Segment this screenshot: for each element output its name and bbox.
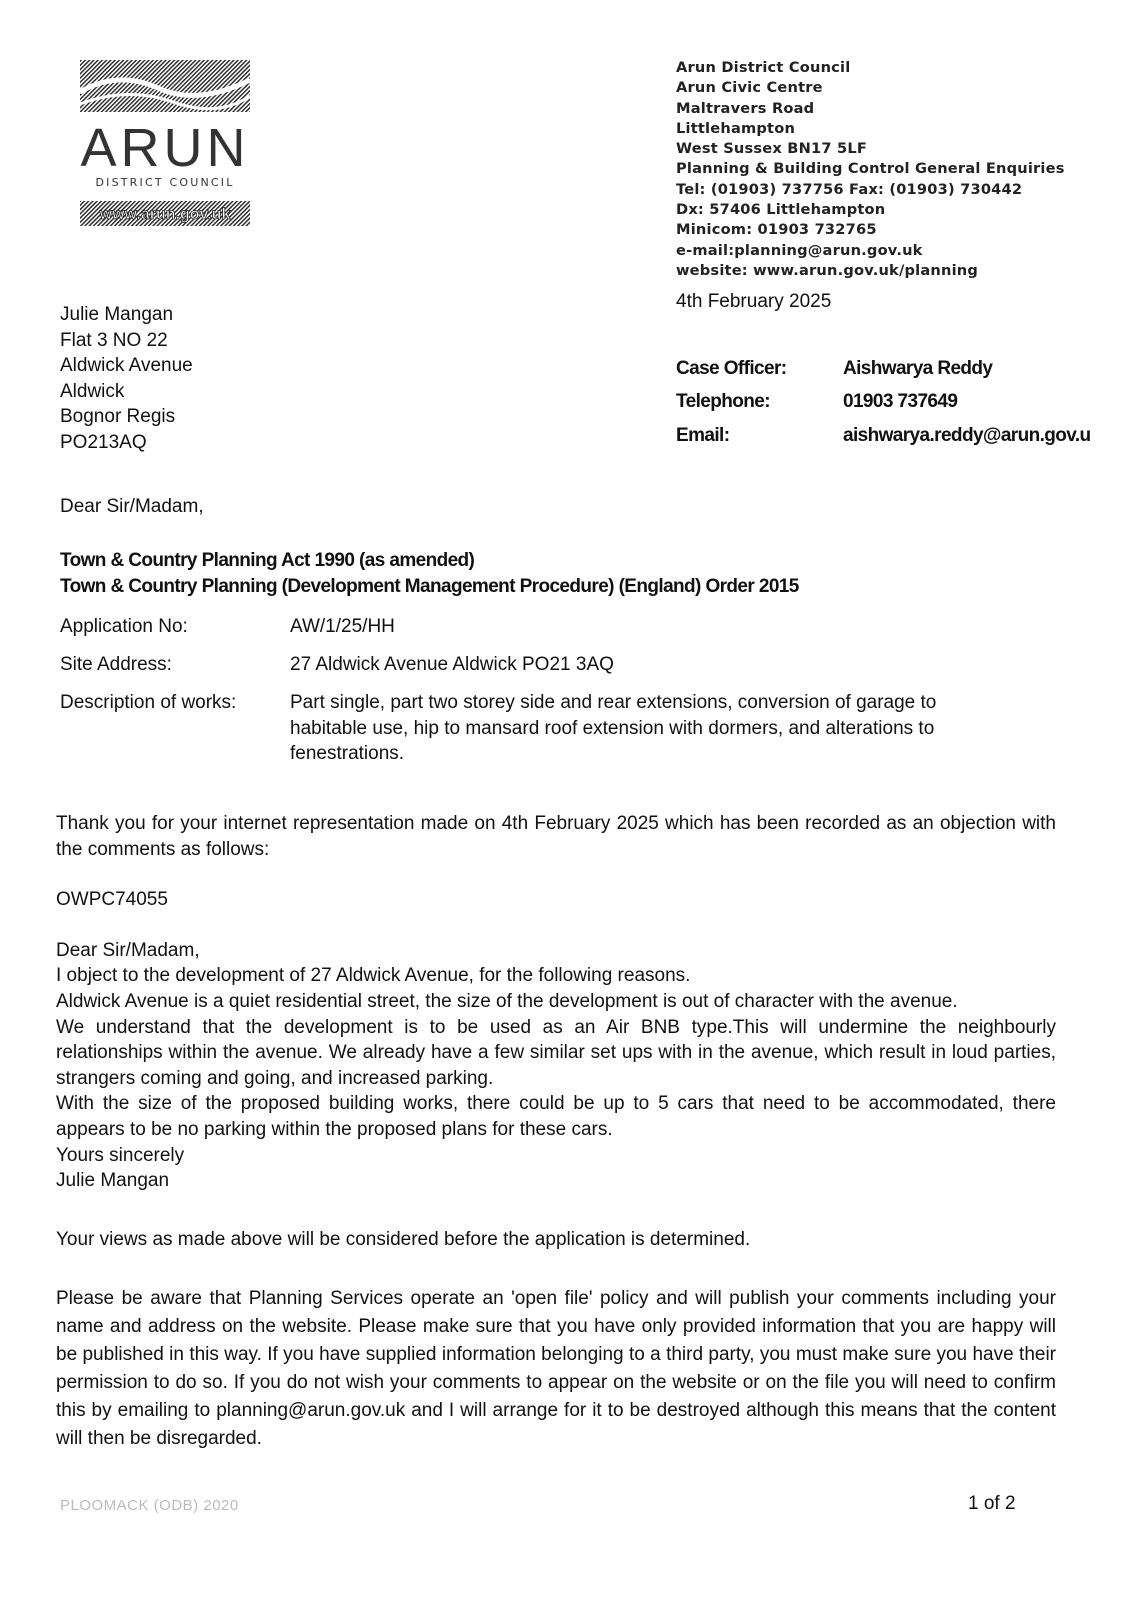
salutation: Dear Sir/Madam, xyxy=(60,496,204,517)
legislation-heading xyxy=(60,548,799,600)
page-number: 1 of 2 xyxy=(968,1493,1016,1514)
council-line: Arun Civic Centre xyxy=(676,79,823,97)
comment-line: With the size of the proposed building works, there could be up to 5 cars that need to be accommodated, there appears to be no parking within the proposed plans for these cars. xyxy=(56,1093,1056,1140)
wave-emblem-icon xyxy=(80,60,250,112)
council-line: Maltravers Road xyxy=(676,99,815,117)
order-title: Town & Country Planning (Development Management Procedure) (England) Order 2015 xyxy=(60,576,799,597)
council-email: e-mail:planning@arun.gov.uk xyxy=(676,241,923,259)
telephone-row xyxy=(676,386,1091,420)
arun-council-logo xyxy=(78,58,253,233)
case-officer-row xyxy=(676,352,1091,386)
address-line: Aldwick Avenue xyxy=(60,355,193,376)
case-officer-label: Case Officer: xyxy=(676,357,787,379)
council-contact-block xyxy=(676,58,1065,281)
email-row xyxy=(676,419,1091,453)
logo-url: www.arun.gov.uk xyxy=(99,206,231,223)
case-officer-details xyxy=(676,352,1091,453)
address-line: PO213AQ xyxy=(60,431,147,453)
site-address-value: 27 Aldwick Avenue Aldwick PO21 3AQ xyxy=(290,654,614,675)
logo-subtitle: DISTRICT COUNCIL xyxy=(95,176,235,189)
address-line: Julie Mangan xyxy=(60,304,174,325)
site-address-row xyxy=(60,652,1010,678)
council-line: Minicom: 01903 732765 xyxy=(676,221,877,239)
logo-name: ARUN xyxy=(80,118,250,178)
email-value: aishwarya.reddy@arun.gov.u xyxy=(843,424,1091,446)
address-line: Flat 3 NO 22 xyxy=(60,329,168,351)
footer-code: PLOOMACK (ODB) 2020 xyxy=(60,1497,239,1514)
application-no-label: Application No: xyxy=(60,616,188,637)
comment-line: I object to the development of 27 Aldwick Avenue, for the following reasons. xyxy=(56,965,691,987)
council-line: Planning & Building Control General Enquiries xyxy=(676,160,1065,178)
council-line: West Sussex BN17 5LF xyxy=(676,140,868,158)
letter-body xyxy=(56,811,1056,1453)
reference-number: OWPC74055 xyxy=(56,889,168,911)
application-no-row xyxy=(60,614,1010,640)
council-line: Arun District Council xyxy=(676,59,851,76)
address-line: Bognor Regis xyxy=(60,406,176,427)
description-row xyxy=(60,690,1010,767)
telephone-label: Telephone: xyxy=(676,391,770,413)
recipient-address xyxy=(60,302,193,455)
comment-line: Julie Mangan xyxy=(56,1170,170,1192)
description-label: Description of works: xyxy=(60,692,237,713)
site-address-label: Site Address: xyxy=(60,654,172,675)
comment-line: Yours sincerely xyxy=(56,1144,185,1166)
comment-line: Aldwick Avenue is a quiet residential street, the size of the development is out of character with the avenue. xyxy=(56,990,958,1012)
comment-line: Dear Sir/Madam, xyxy=(56,939,200,961)
comment-line: We understand that the development is to be used as an Air BNB type.This will undermine the neighbourly relationships within the avenue. We already have a few similar set ups with in the avenue, which result in loud parties, strangers coming and going, and increased parking. xyxy=(56,1016,1056,1089)
intro-paragraph: Thank you for your internet representation made on 4th February 2025 which has been recorded as an objection with the comments as follows: xyxy=(56,813,1056,860)
act-title: Town & Country Planning Act 1990 (as amended) xyxy=(60,550,475,571)
council-line: Tel: (01903) 737756 Fax: (01903) 730442 xyxy=(676,180,1023,198)
views-paragraph: Your views as made above will be considered before the application is determined. xyxy=(56,1228,751,1250)
telephone-value: 01903 737649 xyxy=(843,391,958,413)
letter-date: 4th February 2025 xyxy=(676,291,832,312)
council-line: Littlehampton xyxy=(676,119,796,137)
application-details xyxy=(60,614,1010,779)
application-no-value: AW/1/25/HH xyxy=(290,616,395,637)
description-value: Part single, part two storey side and rear extensions, conversion of garage to habitable use, hip to mansard roof extension with dormers, and alterations to fenestrations. xyxy=(290,692,937,764)
address-line: Aldwick xyxy=(60,380,125,402)
council-website: website: www.arun.gov.uk/planning xyxy=(676,261,979,279)
email-label: Email: xyxy=(676,424,730,446)
case-officer-name: Aishwarya Reddy xyxy=(843,357,993,379)
policy-paragraph: Please be aware that Planning Services operate an 'open file' policy and will publish your comments including your name and address on the website. Please make sure that you have only provided information that you are happy will be published in this way. If you have supplied information belonging to a third party, you must make sure you have their permission to do so. If you do not wish your comments to appear on the website or on the file you will need to confirm this by emailing to planning@arun.gov.uk and I will arrange for it to be destroyed although this means that the content will then be disregarded. xyxy=(56,1288,1056,1450)
council-line: Dx: 57406 Littlehampton xyxy=(676,201,886,219)
